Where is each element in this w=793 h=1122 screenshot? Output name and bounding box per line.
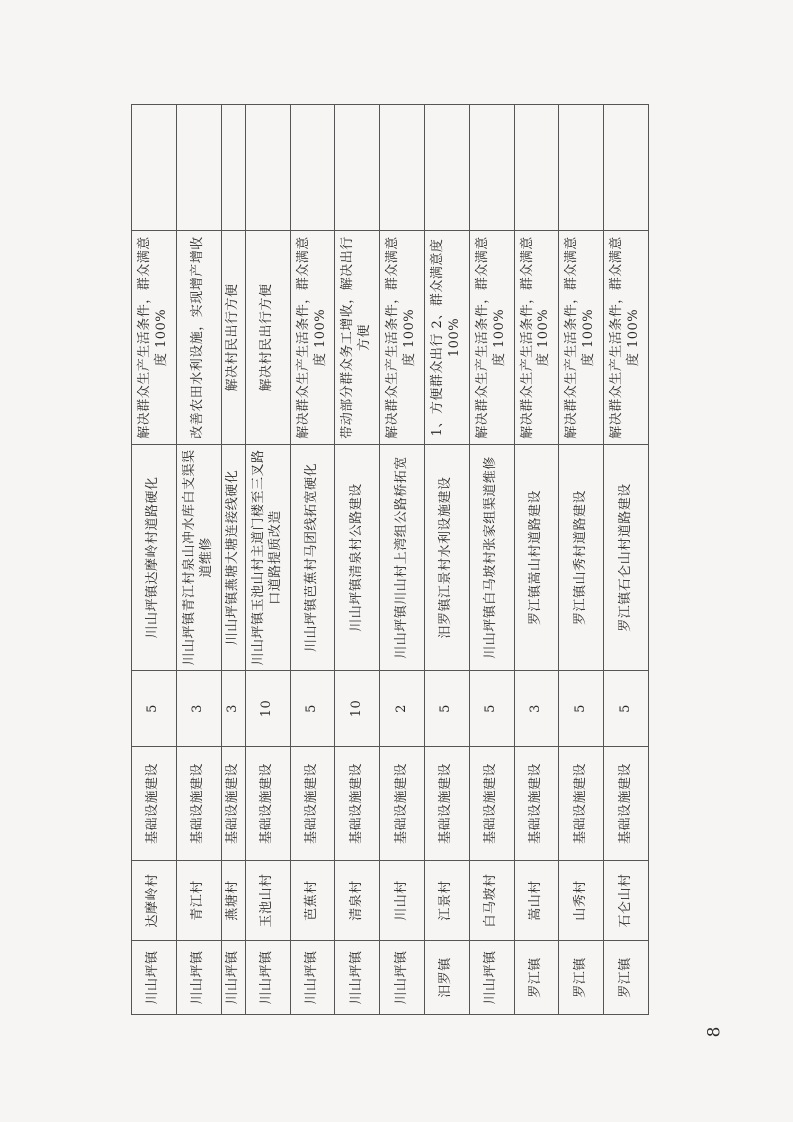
project-cell: 川山坪镇达摩岭村道路硬化 [132, 445, 177, 671]
note-cell [380, 105, 425, 231]
village-cell: 山秀村 [559, 861, 604, 941]
project-cell: 罗江镇石仑山村道路建设 [604, 445, 649, 671]
type-cell: 基础设施建设 [604, 747, 649, 861]
table-row [425, 105, 470, 1015]
amount-cell: 2 [380, 671, 425, 747]
benefit-cell: 带动部分群众务工增收，解决出行方便 [335, 231, 380, 445]
table-row [335, 105, 380, 1015]
project-cell: 川山坪镇玉池山村主道门楼至三叉路口道路提质改造 [245, 445, 290, 671]
table-row [380, 105, 425, 1015]
town-cell: 川山坪镇 [245, 941, 290, 1015]
table-row [132, 105, 177, 1015]
note-cell [221, 105, 245, 231]
project-table [131, 104, 649, 1015]
benefit-cell: 解决群众生产生活条件，群众满意度 100% [380, 231, 425, 445]
note-cell [425, 105, 470, 231]
note-cell [245, 105, 290, 231]
village-cell: 达摩岭村 [132, 861, 177, 941]
benefit-cell: 解决群众生产生活条件，群众满意度 100% [604, 231, 649, 445]
type-cell: 基础设施建设 [290, 747, 335, 861]
table-row [469, 105, 514, 1015]
benefit-cell: 解决群众生产生活条件，群众满意度 100% [469, 231, 514, 445]
town-cell: 川山坪镇 [221, 941, 245, 1015]
type-cell: 基础设施建设 [559, 747, 604, 861]
table-row [514, 105, 559, 1015]
amount-cell: 5 [425, 671, 470, 747]
amount-cell: 3 [514, 671, 559, 747]
table-row [559, 105, 604, 1015]
project-cell: 罗江镇嵩山村道路建设 [514, 445, 559, 671]
amount-cell: 5 [469, 671, 514, 747]
town-cell: 川山坪镇 [380, 941, 425, 1015]
town-cell: 川山坪镇 [469, 941, 514, 1015]
benefit-cell: 解决村民出行方便 [221, 231, 245, 445]
rotated-table-frame [131, 105, 649, 1015]
town-cell: 川山坪镇 [132, 941, 177, 1015]
project-cell: 汨罗镇江景村水利设施建设 [425, 445, 470, 671]
note-cell [559, 105, 604, 231]
table-row [245, 105, 290, 1015]
note-cell [290, 105, 335, 231]
town-cell: 罗江镇 [559, 941, 604, 1015]
town-cell: 川山坪镇 [335, 941, 380, 1015]
table-row [221, 105, 245, 1015]
benefit-cell: 解决群众生产生活条件，群众满意度 100% [132, 231, 177, 445]
project-cell: 川山坪镇清泉村公路建设 [335, 445, 380, 671]
table-row [176, 105, 221, 1015]
benefit-cell: 改善农田水利设施，实现增产增收 [176, 231, 221, 445]
type-cell: 基础设施建设 [245, 747, 290, 861]
benefit-cell: 解决群众生产生活条件，群众满意度 100% [559, 231, 604, 445]
village-cell: 芭蕉村 [290, 861, 335, 941]
type-cell: 基础设施建设 [380, 747, 425, 861]
village-cell: 玉池山村 [245, 861, 290, 941]
town-cell: 汨罗镇 [425, 941, 470, 1015]
village-cell: 燕塘村 [221, 861, 245, 941]
village-cell: 川山村 [380, 861, 425, 941]
benefit-cell: 解决群众生产生活条件，群众满意度 100% [290, 231, 335, 445]
village-cell: 石仑山村 [604, 861, 649, 941]
table-row [290, 105, 335, 1015]
page-number: 8 [704, 1026, 725, 1038]
village-cell: 嵩山村 [514, 861, 559, 941]
benefit-cell: 解决群众生产生活条件，群众满意度 100% [514, 231, 559, 445]
village-cell: 清泉村 [335, 861, 380, 941]
project-cell: 川山坪镇白马坡村张家组渠道维修 [469, 445, 514, 671]
note-cell [132, 105, 177, 231]
town-cell: 川山坪镇 [290, 941, 335, 1015]
amount-cell: 5 [132, 671, 177, 747]
amount-cell: 3 [176, 671, 221, 747]
amount-cell: 3 [221, 671, 245, 747]
type-cell: 基础设施建设 [425, 747, 470, 861]
project-cell: 川山坪镇燕塘大塘连接线硬化 [221, 445, 245, 671]
type-cell: 基础设施建设 [176, 747, 221, 861]
amount-cell: 10 [335, 671, 380, 747]
project-cell: 罗江镇山秀村道路建设 [559, 445, 604, 671]
town-cell: 川山坪镇 [176, 941, 221, 1015]
village-cell: 白马坡村 [469, 861, 514, 941]
benefit-cell: 1、方便群众出行 2、群众满意度 100% [425, 231, 470, 445]
type-cell: 基础设施建设 [221, 747, 245, 861]
amount-cell: 5 [604, 671, 649, 747]
village-cell: 青江村 [176, 861, 221, 941]
benefit-cell: 解决村民出行方便 [245, 231, 290, 445]
note-cell [335, 105, 380, 231]
type-cell: 基础设施建设 [132, 747, 177, 861]
project-cell: 川山坪镇芭蕉村马团线拓宽硬化 [290, 445, 335, 671]
type-cell: 基础设施建设 [335, 747, 380, 861]
table-row [604, 105, 649, 1015]
note-cell [469, 105, 514, 231]
amount-cell: 10 [245, 671, 290, 747]
project-cell: 川山坪镇青江村泉山冲水库白支渠渠道维修 [176, 445, 221, 671]
note-cell [176, 105, 221, 231]
note-cell [604, 105, 649, 231]
town-cell: 罗江镇 [604, 941, 649, 1015]
amount-cell: 5 [290, 671, 335, 747]
type-cell: 基础设施建设 [469, 747, 514, 861]
amount-cell: 5 [559, 671, 604, 747]
village-cell: 江景村 [425, 861, 470, 941]
note-cell [514, 105, 559, 231]
town-cell: 罗江镇 [514, 941, 559, 1015]
type-cell: 基础设施建设 [514, 747, 559, 861]
project-cell: 川山坪镇川山村上湾组公路桥拓宽 [380, 445, 425, 671]
table-body [132, 105, 649, 1015]
